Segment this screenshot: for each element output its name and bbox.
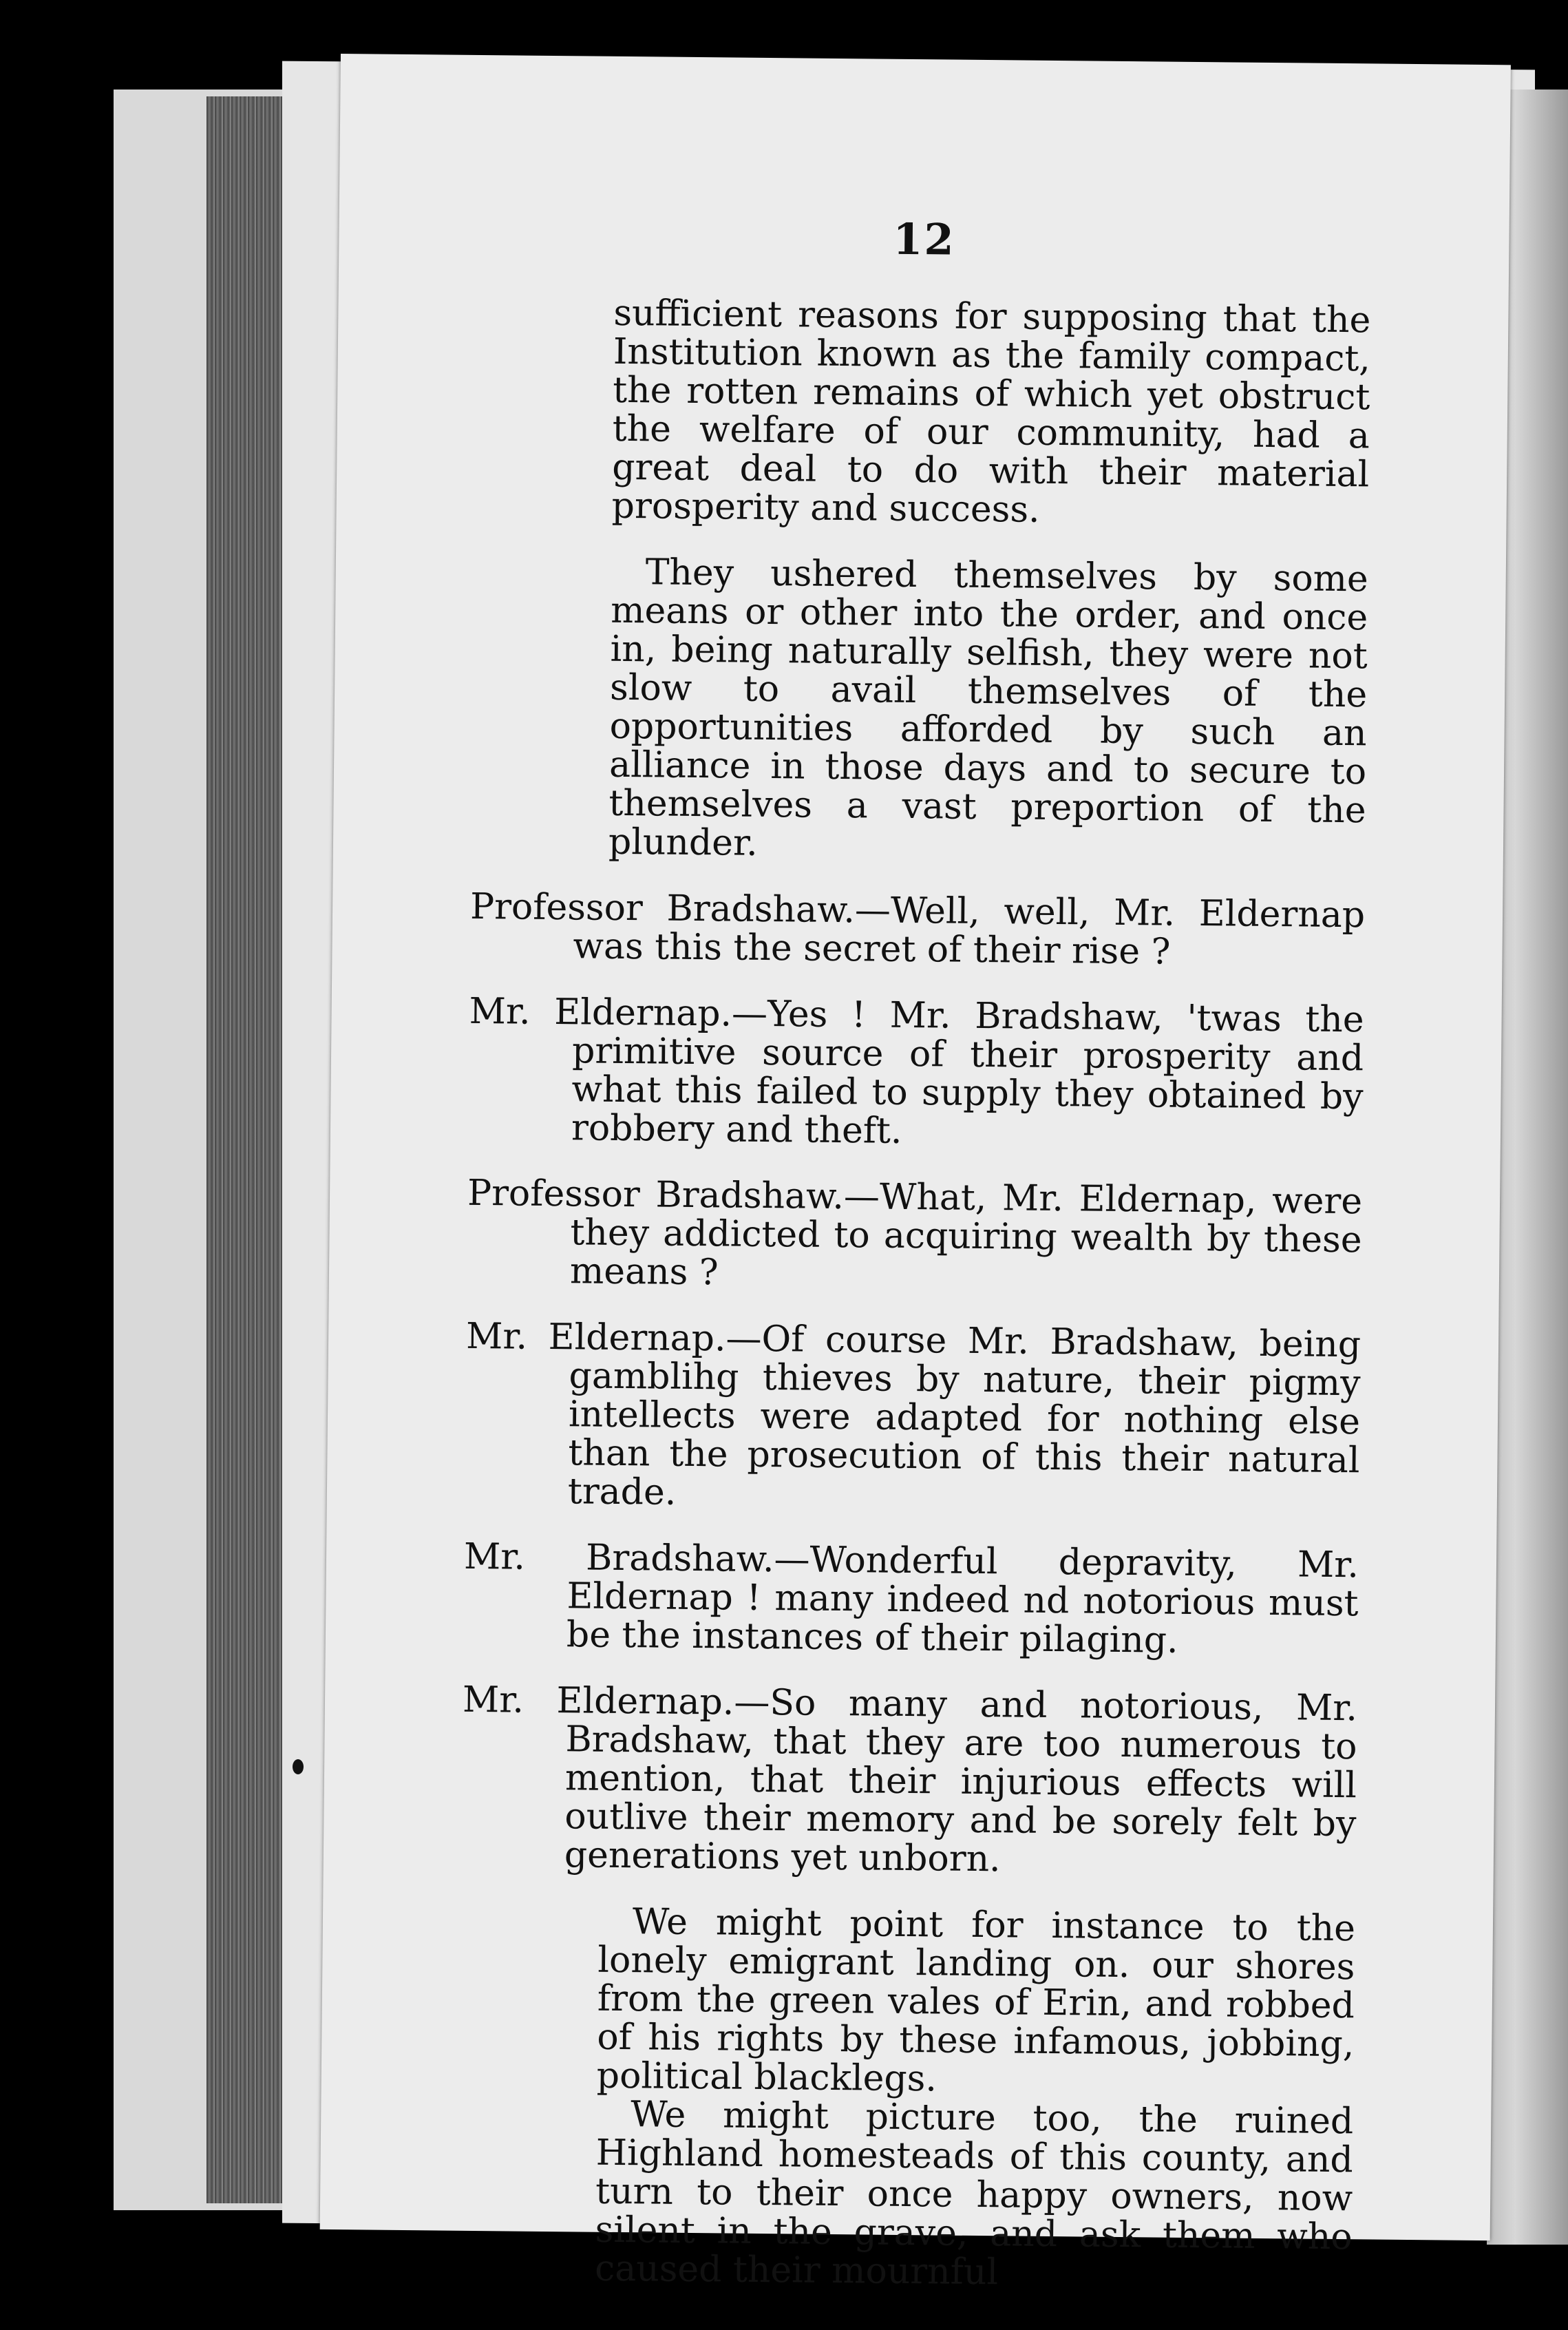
speaker-name: Professor Bradshaw. [469,885,856,932]
dialogue-text: —Wonderful depravity, Mr. Eldernap ! many indeed nd notorious must be the instances of their pilaging. [566,1539,1359,1661]
book-page-edges [206,96,289,2203]
speaker-name: Mr. Bradshaw. [463,1535,774,1581]
speaker-name: Professor Bradshaw. [467,1172,845,1218]
dialogue-paragraph [469,885,1366,973]
paragraph-text: We might picture too, the ruined Highland homesteads of this county, and turn to their once happy owners, now silent in the grave, and ask them who caused their mournful [594,2094,1354,2294]
speaker-name: Mr. Eldernap. [469,990,732,1035]
paragraph-text: sufficient reasons for supposing that the Institution known as the family compact, the rotten remains of which yet obstruct the welfare of our community, had a great deal to do with their material prosperity and success. [611,292,1371,531]
scan-speck [293,1759,304,1774]
speaker-name: Mr. Eldernap. [465,1315,726,1360]
paragraph-text: They ushered themselves by some means or other into the order, and once in, being naturally selfish, they were not slow to avail themselves of the opportunities afforded by such an alliance in those days and to secure to themselves a vast preportion of the plunder. [608,552,1369,864]
dialogue-paragraph [463,1537,1359,1661]
speaker-name: Mr. Eldernap. [462,1679,734,1723]
paragraph [471,552,1368,868]
body-text [457,293,1371,2295]
dialogue-paragraph [461,1681,1358,1882]
dialogue-text: —Well, well, Mr. Eldernap was this the secret of their rise ? [573,890,1366,973]
paragraph [457,2094,1354,2295]
paragraph [474,293,1370,532]
dialogue-paragraph [465,1317,1362,1518]
dialogue-paragraph [467,1174,1363,1298]
dialogue-paragraph [468,992,1364,1155]
dialogue-text: —What, Mr. Eldernap, were they addicted to acquiring wealth by these means ? [569,1176,1363,1294]
dialogue-text: —Of course Mr. Bradshaw, being gamblihg thieves by nature, their pigmy intellects were adapted for nothing else than the prosecution of this their natural trade. [567,1318,1362,1513]
dialogue-text: —Yes ! Mr. Bradshaw, 'twas the primitive source of their prosperity and what this failed to supply they obtained by robbery and theft. [571,993,1364,1152]
document-page [320,54,1511,2294]
dialogue-text: —So many and notorious, Mr. Bradshaw, that they are too numerous to mention, that their injurious effects will outlive their memory and be sorely felt by generations yet unborn. [564,1681,1358,1880]
paragraph [459,1901,1356,2102]
page-number: 12 [892,213,955,265]
paragraph-text: We might point for instance to the lonely emigrant landing on. our shores from the green vales of Erin, and robbed of his rights by these infamous, jobbing, political blacklegs. [596,1901,1356,2100]
